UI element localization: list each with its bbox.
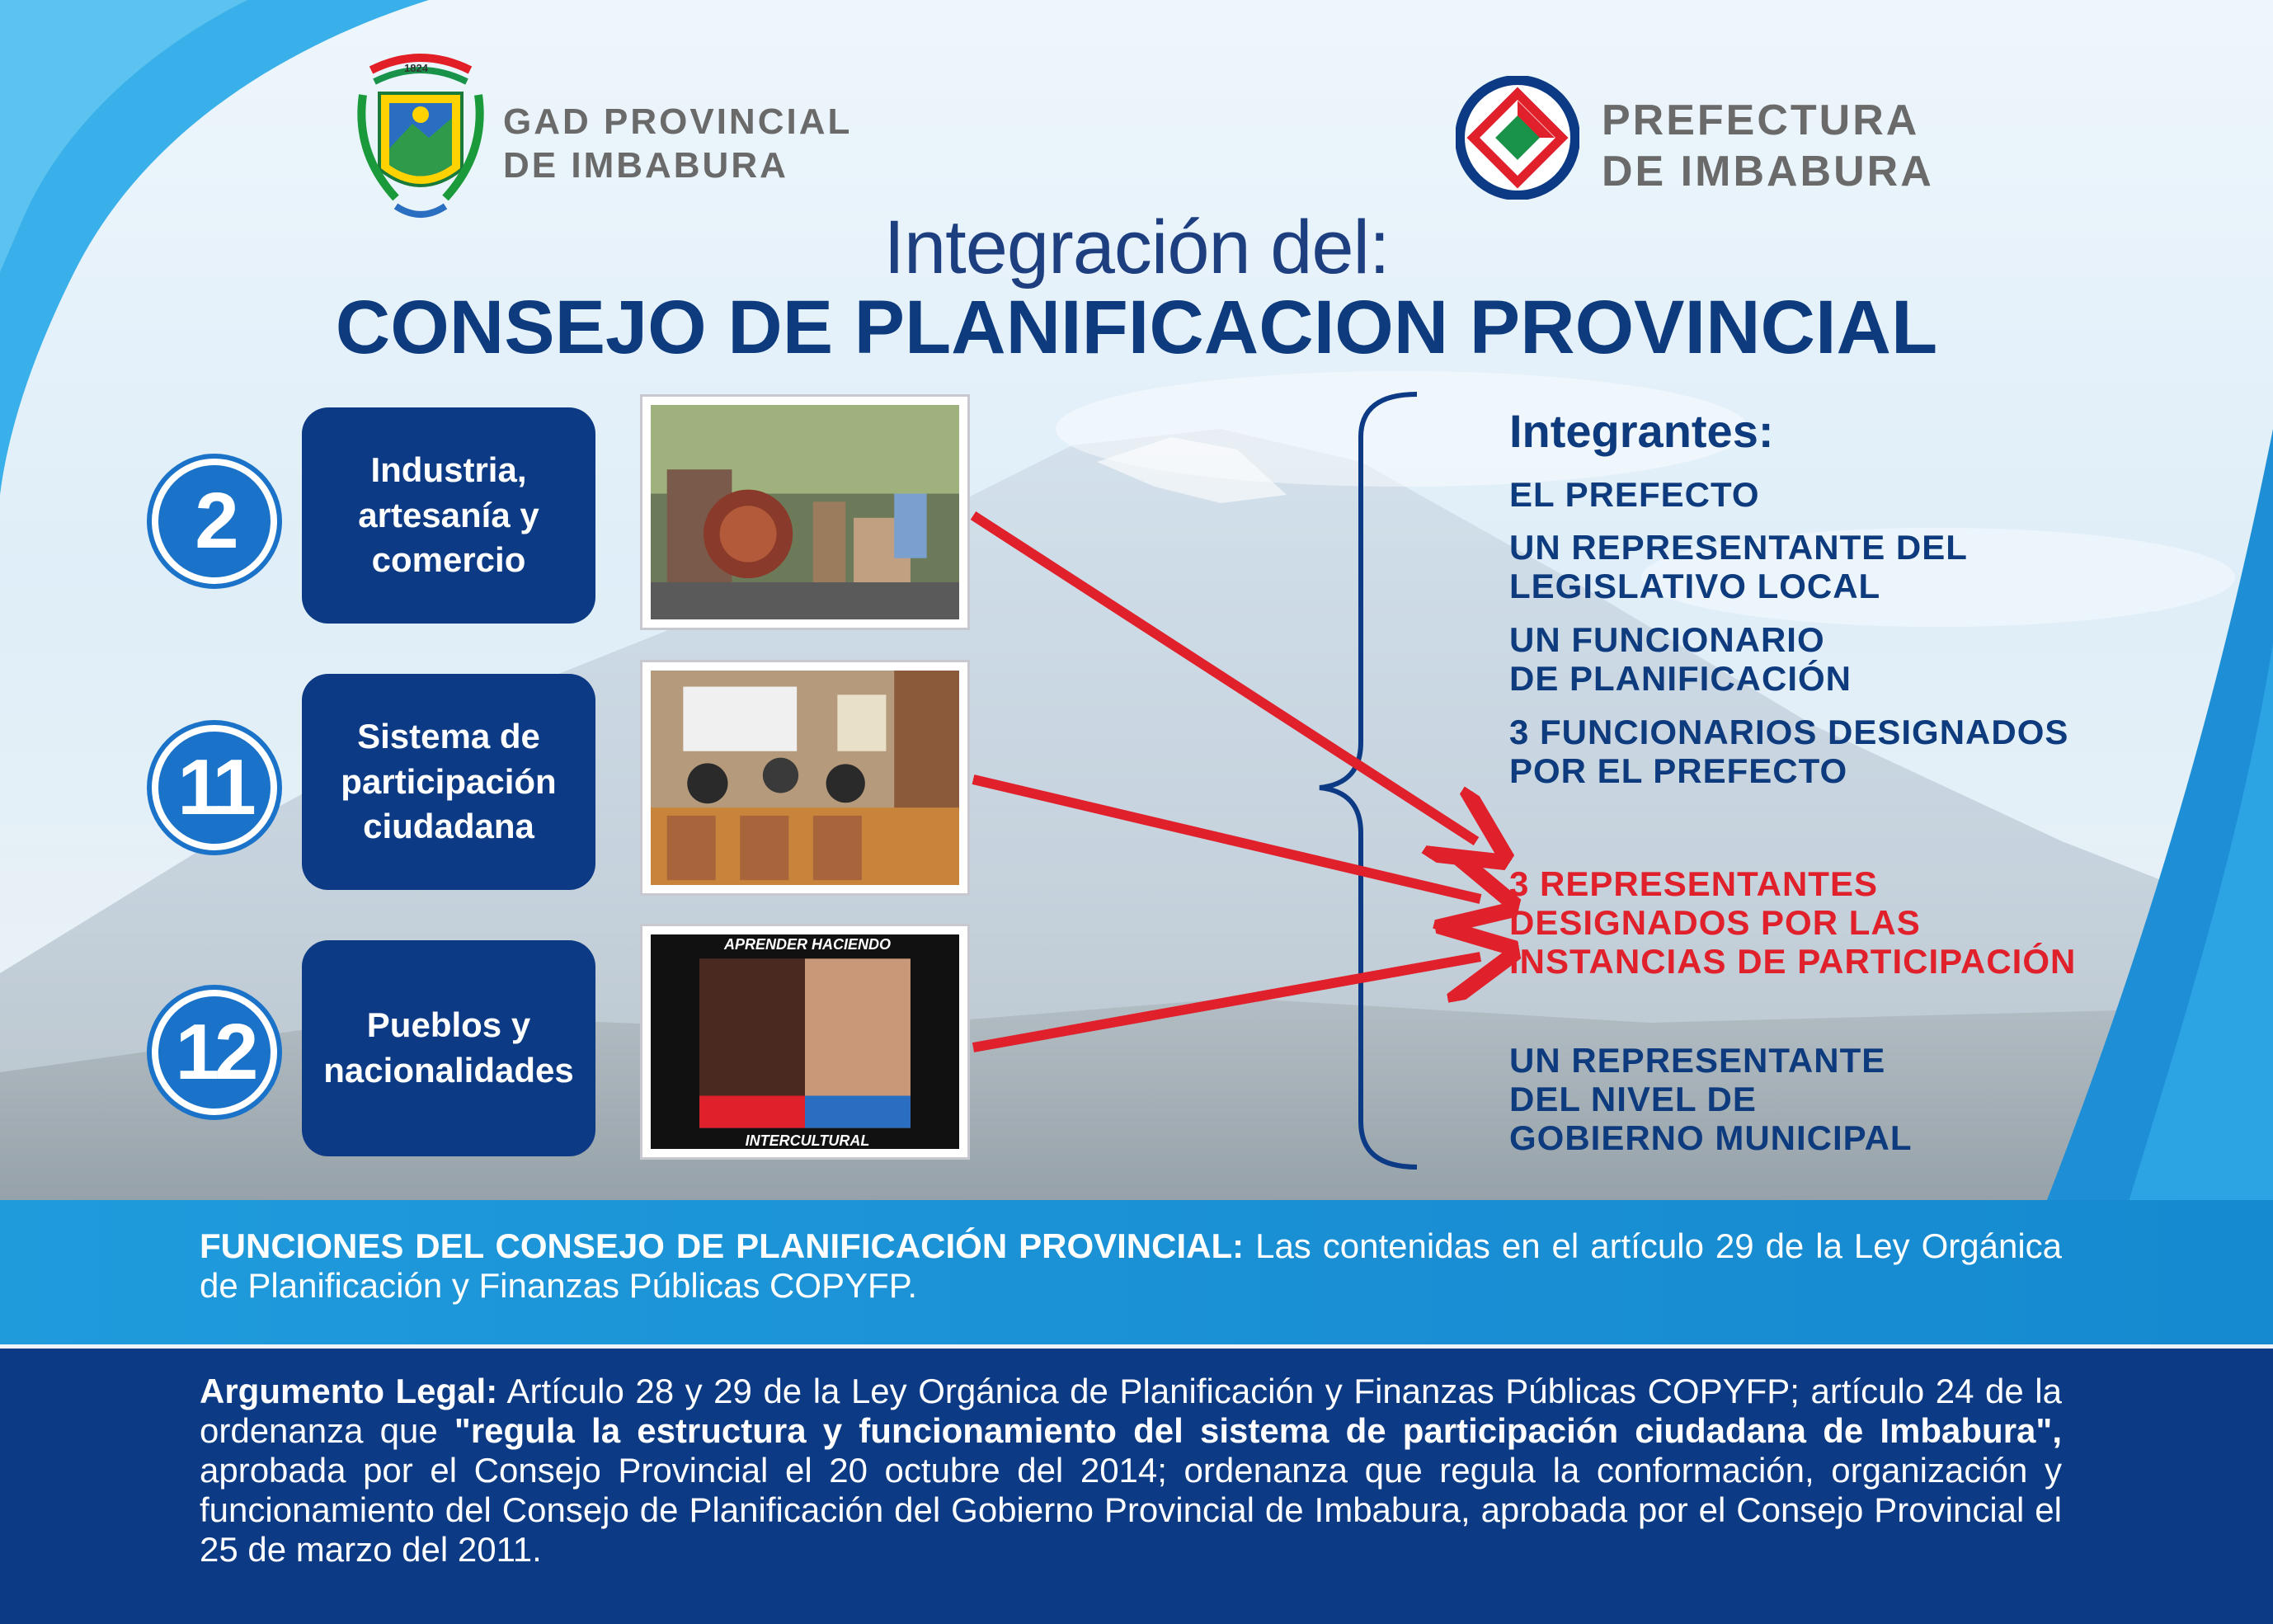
member-line: 3 FUNCIONARIOS DESIGNADOS	[1509, 713, 2069, 751]
arrow-pueblos	[973, 957, 1480, 1047]
member-line: 3 REPRESENTANTES	[1509, 864, 1878, 903]
item-label-line: artesanía y	[358, 495, 539, 534]
item-number-badge: 12	[152, 990, 277, 1115]
item-number-badge: 11	[152, 725, 277, 850]
gad-year: 1824	[404, 62, 428, 74]
member-prefecto	[1509, 475, 1760, 514]
prefectura-name-line1: PREFECTURA	[1602, 96, 1920, 144]
argumento-text	[200, 1372, 2062, 1569]
argumento-title: Argumento Legal:	[200, 1372, 498, 1410]
funciones-band	[0, 1200, 2273, 1344]
funciones-text	[200, 1226, 2062, 1306]
poster-bottom-text: INTERCULTURAL	[745, 1132, 870, 1149]
funciones-body: Las contenidas en el artículo 29 de la Ley Orgánica de Planificación y Finanzas Públicas COPYFP.	[200, 1226, 2063, 1305]
item-label-line: nacionalidades	[323, 1051, 574, 1090]
item-label-line: ciudadana	[363, 807, 534, 846]
item-label-line: Sistema de	[357, 717, 540, 756]
member-line: POR EL PREFECTO	[1509, 751, 1848, 791]
member-municipal	[1509, 1041, 1913, 1157]
member-line: DEL NIVEL DE	[1509, 1080, 1757, 1119]
prefectura-name-line2: DE IMBABURA	[1602, 148, 1934, 196]
funciones-title: FUNCIONES DEL CONSEJO DE PLANIFICACIÓN PROVINCIAL:	[200, 1226, 1245, 1265]
item-label-line: Pueblos y	[366, 1005, 531, 1045]
member-line: GOBIERNO MUNICIPAL	[1509, 1118, 1913, 1158]
member-representantes-participacion	[1509, 864, 2076, 981]
argumento-body-2: aprobada por el Consejo Provincial el 20 octubre del 2014; ordenanza que regula la conformación, organización y funcionamiento del Consejo de Planificación del Gobierno Provincial de Imbabura, aprobada por el Consejo Provincial el 25 de marzo del 2011.	[200, 1450, 2062, 1569]
member-line: INSTANCIAS DE PARTICIPACIÓN	[1509, 942, 2077, 981]
member-line: LEGISLATIVO LOCAL	[1509, 567, 1881, 606]
member-line: DE PLANIFICACIÓN	[1509, 659, 1852, 699]
member-line: UN FUNCIONARIO	[1509, 620, 1825, 659]
gad-name-line2: DE IMBABURA	[503, 144, 788, 186]
item-label-line: participación	[341, 761, 557, 801]
page-title: CONSEJO DE PLANIFICACION PROVINCIAL	[335, 285, 1938, 370]
argumento-quote: "regula la estructura y funcionamiento del sistema de participación ciudadana de Imbabura",	[454, 1410, 2062, 1450]
item-label-line: Industria,	[370, 450, 527, 490]
item-label-line: comercio	[371, 540, 526, 580]
member-line: EL PREFECTO	[1509, 475, 1760, 514]
page-subtitle: Integración del:	[883, 205, 1390, 289]
member-line: UN REPRESENTANTE DEL	[1509, 528, 1968, 567]
integrantes-heading: Integrantes:	[1509, 405, 1774, 457]
member-line: DESIGNADOS POR LAS	[1509, 903, 1921, 943]
member-designados	[1509, 713, 2068, 790]
item-number-badge: 2	[152, 459, 277, 584]
argumento-body-1: Artículo 28 y 29 de la Ley Orgánica de Planificación y Finanzas Públicas COPYFP; artículo 24 de la ordenanza que	[200, 1372, 2062, 1450]
member-line: UN REPRESENTANTE	[1509, 1041, 1886, 1080]
poster-top-text: APRENDER HACIENDO	[723, 936, 892, 953]
member-legislativo	[1509, 528, 1968, 605]
member-funcionario	[1509, 620, 1852, 698]
bracket-brace	[1320, 394, 1417, 1167]
argumento-band	[0, 1349, 2273, 1624]
gad-name-line1: GAD PROVINCIAL	[503, 101, 853, 142]
